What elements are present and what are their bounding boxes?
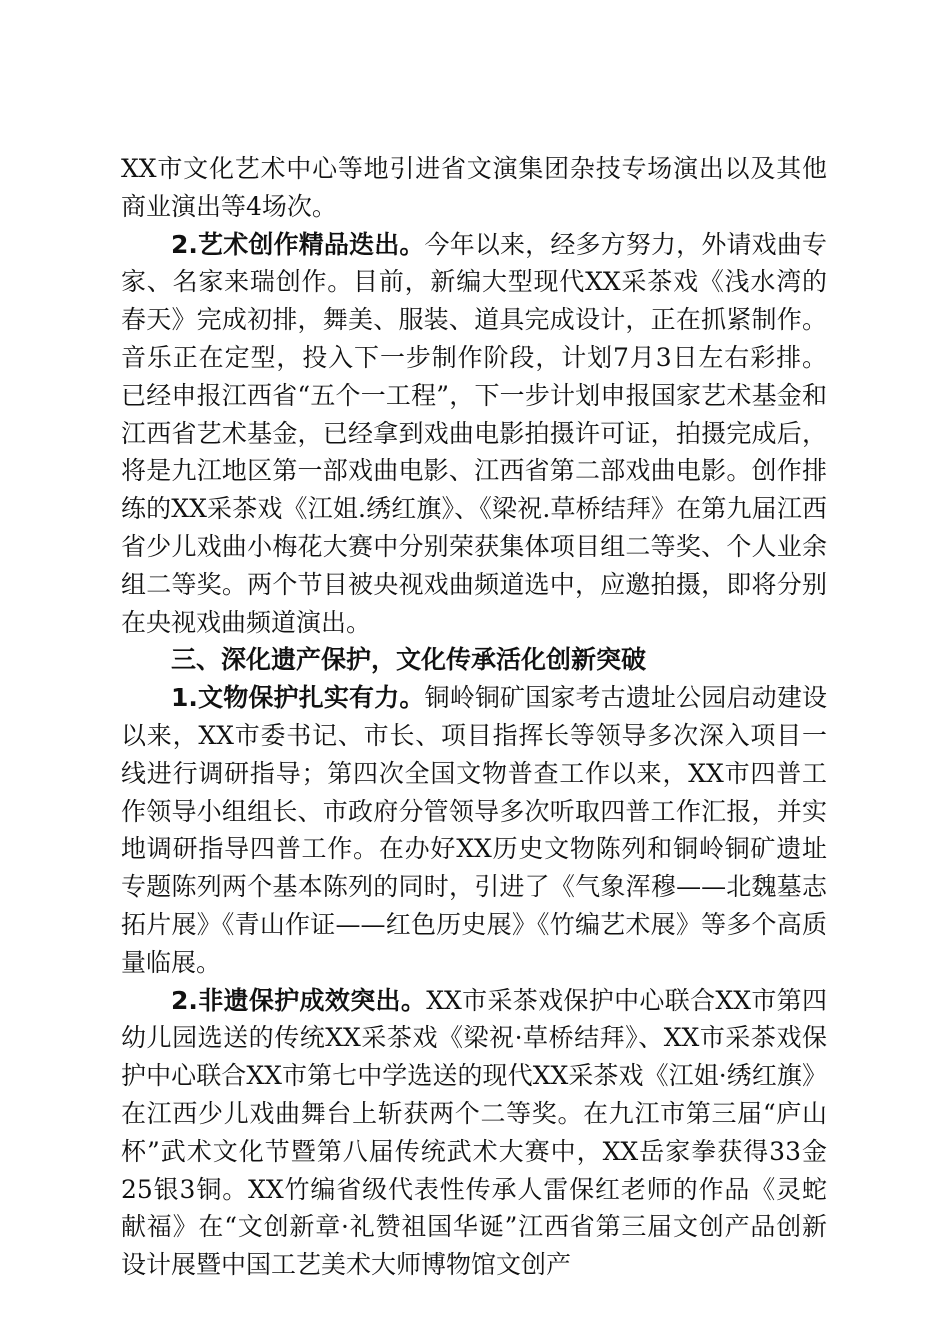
paragraph-lead: 1.文物保护扎实有力。: [171, 683, 425, 713]
document-page: [121, 150, 827, 1284]
paragraph-text: XX市文化艺术中心等地引进省文演集团杂技专场演出以及其他商业演出等4场次。: [121, 154, 827, 221]
section-heading-text: 三、深化遗产保护，文化传承活化创新突破: [171, 645, 647, 675]
paragraph-text: 铜岭铜矿国家考古遗址公园启动建设以来，XX市委书记、市长、项目指挥长等领导多次深入项目一线进行调研指导；第四次全国文物普查工作以来，XX市四普工作领导小组组长、市政府分管领导多次听取四普工作汇报，并实地调研指导四普工作。在办好XX历史文物陈列和铜岭铜矿遗址专题陈列两个基本陈列的同时，引进了《气象浑穆——北魏墓志拓片展》《青山作证——红色历史展》《竹编艺术展》等多个高质量临展。: [121, 683, 827, 977]
paragraph-art-creation: [121, 226, 827, 642]
paragraph-lead: 2.非遗保护成效突出。: [171, 985, 427, 1015]
paragraph-continuation: [121, 150, 827, 226]
section-heading: [121, 641, 827, 679]
paragraph-text: 今年以来，经多方努力，外请戏曲专家、名家来瑞创作。目前，新编大型现代XX采茶戏《浅水湾的春天》完成初排，舞美、服装、道具完成设计，正在抓紧制作。音乐正在定型，投入下一步制作阶段，计划7月3日左右彩排。已经申报江西省“五个一工程”，下一步计划申报国家艺术基金和江西省艺术基金，已经拿到戏曲电影拍摄许可证，拍摄完成后，将是九江地区第一部戏曲电影、江西省第二部戏曲电影。创作排练的XX采茶戏《江姐.绣红旗》、《梁祝.草桥结拜》在第九届江西省少儿戏曲小梅花大赛中分别荣获集体项目组二等奖、个人业余组二等奖。两个节目被央视戏曲频道选中，应邀拍摄，即将分别在央视戏曲频道演出。: [121, 229, 827, 637]
paragraph-heritage-protection: [121, 982, 827, 1284]
paragraph-lead: 2.艺术创作精品迭出。: [171, 229, 425, 259]
paragraph-relic-protection: [121, 679, 827, 981]
paragraph-text: XX市采茶戏保护中心联合XX市第四幼儿园选送的传统XX采茶戏《梁祝·草桥结拜》、XX市采茶戏保护中心联合XX市第七中学选送的现代XX采茶戏《江姐·绣红旗》在江西少儿戏曲舞台上斩获两个二等奖。在九江市第三届“庐山杯”武术文化节暨第八届传统武术大赛中，XX岳家拳获得33金25银3铜。XX竹编省级代表性传承人雷保红老师的作品《灵蛇献福》在“文创新章·礼赞祖国华诞”江西省第三届文创产品创新设计展暨中国工艺美术大师博物馆文创产: [121, 985, 827, 1280]
